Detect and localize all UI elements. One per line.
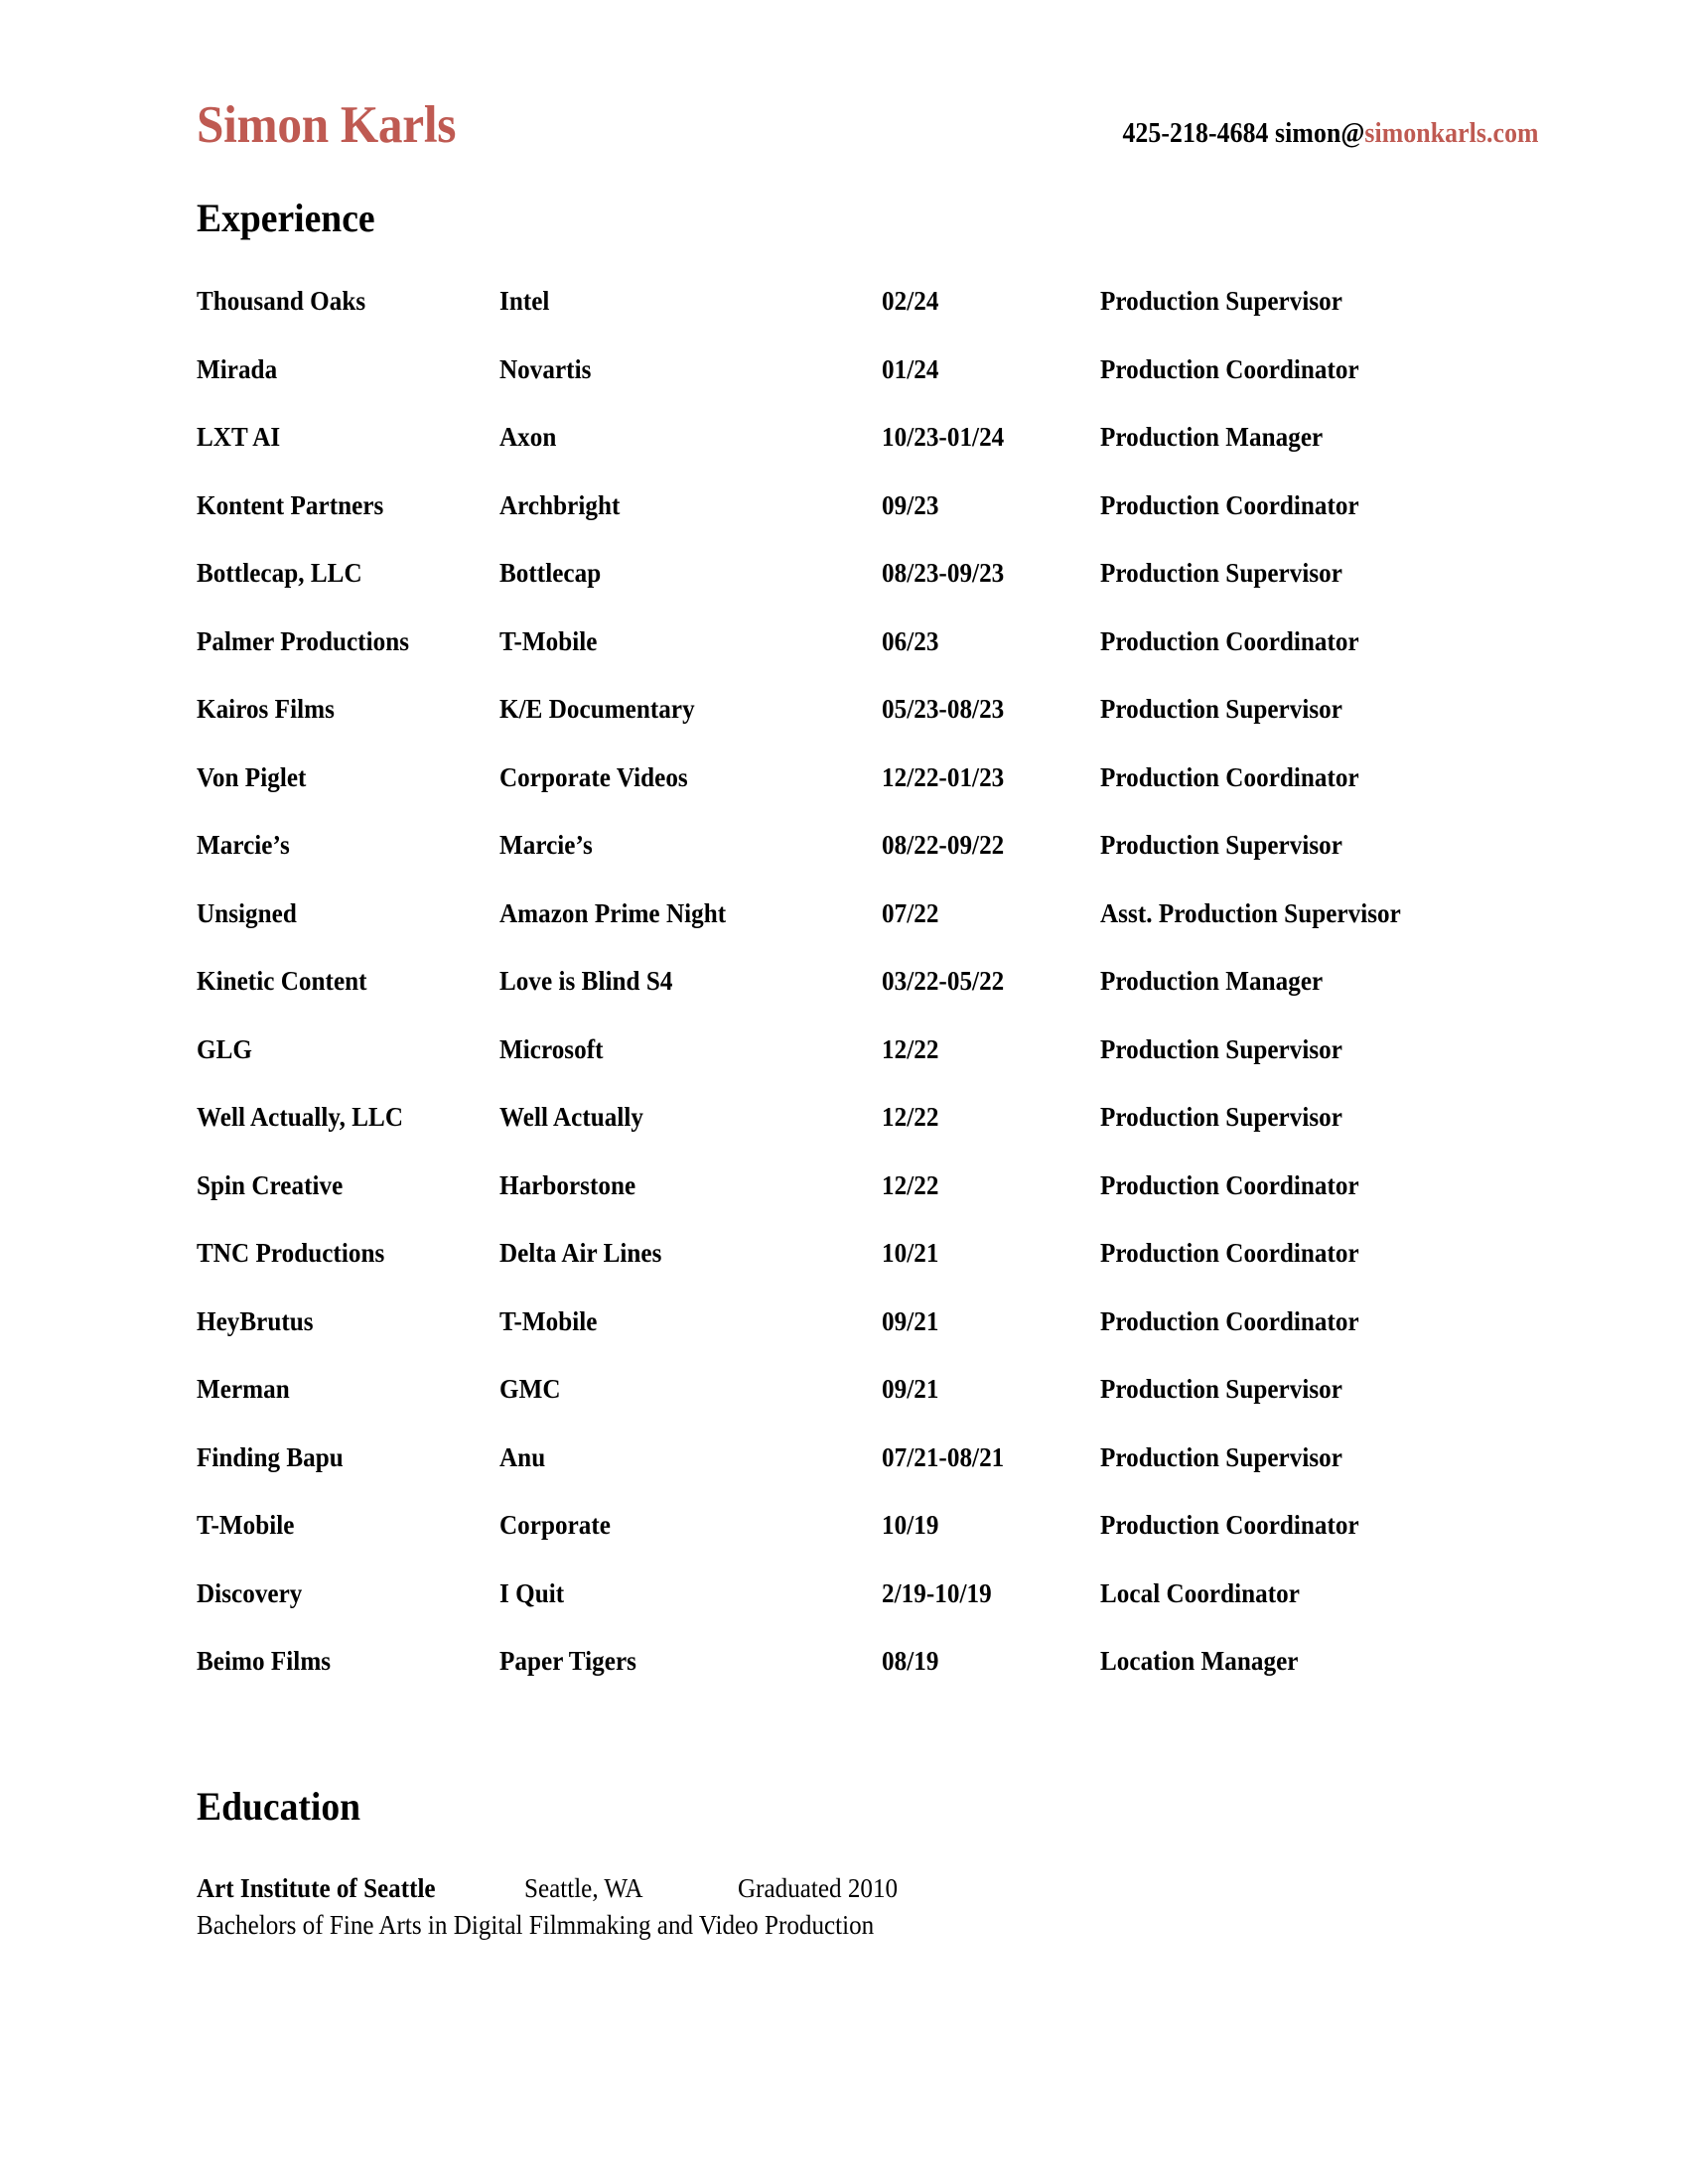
table-row <box>197 424 1517 492</box>
experience-client <box>499 1305 882 1377</box>
experience-company-text: LXT AI <box>197 422 281 452</box>
resume-header <box>197 96 1539 169</box>
experience-heading: Experience <box>197 196 375 240</box>
table-row <box>197 900 1517 969</box>
experience-company-text: Bottlecap, LLC <box>197 558 362 588</box>
experience-role <box>1100 560 1517 628</box>
experience-role <box>1100 1376 1517 1444</box>
experience-dates-text: 08/22-09/22 <box>882 830 1005 860</box>
experience-company-text: GLG <box>197 1033 252 1064</box>
experience-role-text: Production Coordinator <box>1100 1169 1359 1200</box>
experience-role-text: Production Coordinator <box>1100 489 1359 520</box>
experience-client-text: Bottlecap <box>499 558 602 588</box>
experience-client <box>499 1648 882 1716</box>
experience-company <box>197 1104 499 1172</box>
experience-role <box>1100 761 1517 833</box>
experience-client-text: Microsoft <box>499 1033 604 1064</box>
table-row <box>197 1580 1517 1649</box>
experience-client <box>499 1512 882 1580</box>
experience-dates <box>882 897 1100 969</box>
experience-role <box>1100 288 1517 356</box>
experience-role <box>1100 489 1517 561</box>
experience-company-text: Marcie’s <box>197 830 290 860</box>
table-row <box>197 1104 1517 1172</box>
experience-dates-text: 08/19 <box>882 1646 939 1676</box>
table-row <box>197 356 1517 425</box>
experience-client-text: Amazon Prime Night <box>499 897 727 928</box>
experience-role <box>1100 897 1517 969</box>
experience-client-text: Novartis <box>499 353 592 384</box>
experience-client <box>499 1033 882 1105</box>
experience-role <box>1100 625 1517 697</box>
experience-client-text: Axon <box>499 422 557 452</box>
experience-dates <box>882 1169 1100 1241</box>
experience-dates-text: 09/21 <box>882 1305 939 1336</box>
experience-dates-text: 10/21 <box>882 1238 939 1268</box>
experience-company-text: Well Actually, LLC <box>197 1102 404 1132</box>
experience-company <box>197 625 499 697</box>
experience-role <box>1100 1240 1517 1308</box>
experience-company <box>197 1577 499 1649</box>
experience-client-text: Love is Blind S4 <box>499 966 673 996</box>
experience-role <box>1100 1305 1517 1377</box>
experience-company <box>197 832 499 900</box>
experience-company-text: Palmer Productions <box>197 625 410 656</box>
experience-role <box>1100 1033 1517 1105</box>
experience-role <box>1100 1104 1517 1172</box>
experience-client <box>499 1240 882 1308</box>
experience-company <box>197 1441 499 1513</box>
experience-dates-text: 06/23 <box>882 625 939 656</box>
education-heading: Education <box>197 1784 361 1829</box>
experience-company <box>197 1033 499 1105</box>
experience-dates <box>882 968 1100 1036</box>
table-row <box>197 1512 1517 1580</box>
experience-dates-text: 10/19 <box>882 1510 939 1540</box>
table-row <box>197 560 1517 628</box>
email-user: simon@ <box>1275 118 1365 149</box>
experience-role <box>1100 1648 1517 1716</box>
table-row <box>197 696 1517 764</box>
experience-dates <box>882 1441 1100 1513</box>
education-degree-row <box>197 1908 1388 1943</box>
experience-dates <box>882 1033 1100 1105</box>
experience-role-text: Production Supervisor <box>1100 1374 1342 1404</box>
experience-company <box>197 1305 499 1377</box>
experience-client <box>499 897 882 969</box>
table-row <box>197 1376 1517 1444</box>
experience-dates <box>882 1577 1100 1649</box>
experience-role <box>1100 1512 1517 1580</box>
experience-dates <box>882 1305 1100 1377</box>
education-location: Seattle, WA <box>524 1873 643 1903</box>
experience-dates <box>882 288 1100 356</box>
experience-company-text: Unsigned <box>197 897 297 928</box>
experience-dates <box>882 1104 1100 1172</box>
table-row <box>197 1036 1517 1105</box>
experience-company-text: T-Mobile <box>197 1510 295 1540</box>
table-row <box>197 1444 1517 1513</box>
experience-client-text: Anu <box>499 1441 546 1472</box>
experience-company-text: Discovery <box>197 1577 303 1608</box>
experience-role-text: Production Coordinator <box>1100 1305 1359 1336</box>
table-row <box>197 1172 1517 1241</box>
experience-client-text: Corporate Videos <box>499 761 688 792</box>
experience-client-text: Well Actually <box>499 1102 643 1132</box>
experience-client <box>499 625 882 697</box>
education-block <box>197 1871 1388 1942</box>
experience-company-text: Merman <box>197 1374 290 1404</box>
table-row <box>197 764 1517 833</box>
experience-dates <box>882 1240 1100 1308</box>
experience-table <box>197 288 1517 1716</box>
experience-client-text: T-Mobile <box>499 1305 598 1336</box>
experience-company <box>197 897 499 969</box>
experience-client-text: T-Mobile <box>499 625 598 656</box>
experience-dates-text: 05/23-08/23 <box>882 694 1005 724</box>
experience-client-text: Archbright <box>499 489 621 520</box>
phone-number: 425-218-4684 <box>1122 118 1269 149</box>
table-row <box>197 1648 1517 1716</box>
experience-role-text: Production Coordinator <box>1100 625 1359 656</box>
experience-company <box>197 560 499 628</box>
experience-dates <box>882 489 1100 561</box>
experience-dates <box>882 832 1100 900</box>
experience-role <box>1100 1577 1517 1649</box>
experience-company <box>197 288 499 356</box>
experience-role-text: Production Supervisor <box>1100 558 1342 588</box>
education-primary-row <box>197 1871 1388 1906</box>
experience-client-text: I Quit <box>499 1577 565 1608</box>
experience-role <box>1100 832 1517 900</box>
table-row <box>197 968 1517 1036</box>
experience-dates <box>882 696 1100 764</box>
experience-dates <box>882 353 1100 425</box>
candidate-name: Simon Karls <box>197 96 457 154</box>
experience-client <box>499 832 882 900</box>
experience-role-text: Production Supervisor <box>1100 830 1342 860</box>
experience-client <box>499 560 882 628</box>
experience-client-text: GMC <box>499 1374 561 1404</box>
experience-role-text: Production Supervisor <box>1100 1033 1342 1064</box>
experience-dates-text: 02/24 <box>882 286 939 316</box>
table-row <box>197 1308 1517 1377</box>
experience-role <box>1100 968 1517 1036</box>
experience-company <box>197 696 499 764</box>
experience-role-text: Production Coordinator <box>1100 353 1359 384</box>
experience-client-text: Paper Tigers <box>499 1646 636 1676</box>
education-graduation-year: Graduated 2010 <box>738 1873 899 1903</box>
experience-role-text: Production Coordinator <box>1100 1238 1359 1268</box>
table-row <box>197 288 1517 356</box>
experience-client <box>499 761 882 833</box>
experience-dates-text: 01/24 <box>882 353 939 384</box>
experience-role-text: Production Supervisor <box>1100 1441 1342 1472</box>
email-domain: simonkarls.com <box>1364 118 1539 149</box>
experience-role-text: Production Manager <box>1100 966 1324 996</box>
experience-role-text: Production Coordinator <box>1100 1510 1359 1540</box>
experience-role <box>1100 696 1517 764</box>
experience-company-text: Mirada <box>197 353 278 384</box>
experience-client <box>499 424 882 492</box>
experience-dates <box>882 1376 1100 1444</box>
experience-dates <box>882 625 1100 697</box>
experience-role-text: Location Manager <box>1100 1646 1299 1676</box>
experience-client-text: Delta Air Lines <box>499 1238 662 1268</box>
experience-dates-text: 2/19-10/19 <box>882 1577 992 1608</box>
experience-dates <box>882 560 1100 628</box>
experience-client-text: Corporate <box>499 1510 611 1540</box>
experience-company <box>197 1240 499 1308</box>
experience-client <box>499 353 882 425</box>
experience-company-text: Kairos Films <box>197 694 335 724</box>
experience-role-text: Asst. Production Supervisor <box>1100 897 1401 928</box>
table-row <box>197 628 1517 697</box>
experience-dates-text: 07/21-08/21 <box>882 1441 1005 1472</box>
experience-company <box>197 1512 499 1580</box>
experience-client <box>499 968 882 1036</box>
table-row <box>197 832 1517 900</box>
experience-role-text: Production Supervisor <box>1100 1102 1342 1132</box>
experience-role-text: Production Supervisor <box>1100 286 1342 316</box>
experience-role-text: Production Coordinator <box>1100 761 1359 792</box>
experience-company <box>197 353 499 425</box>
experience-company-text: Finding Bapu <box>197 1441 344 1472</box>
experience-dates-text: 09/21 <box>882 1374 939 1404</box>
experience-dates-text: 12/22 <box>882 1102 939 1132</box>
experience-dates-text: 03/22-05/22 <box>882 966 1005 996</box>
contact-line <box>1123 120 1539 148</box>
experience-company <box>197 424 499 492</box>
experience-dates-text: 09/23 <box>882 489 939 520</box>
experience-role <box>1100 353 1517 425</box>
experience-dates-text: 07/22 <box>882 897 939 928</box>
experience-client <box>499 489 882 561</box>
experience-client <box>499 1577 882 1649</box>
experience-role-text: Production Manager <box>1100 422 1324 452</box>
experience-company-text: Kinetic Content <box>197 966 367 996</box>
experience-dates-text: 12/22 <box>882 1169 939 1200</box>
experience-dates-text: 10/23-01/24 <box>882 422 1005 452</box>
experience-client <box>499 1376 882 1444</box>
experience-role-text: Production Supervisor <box>1100 694 1342 724</box>
experience-client <box>499 1441 882 1513</box>
experience-client-text: Intel <box>499 286 550 316</box>
experience-company <box>197 1169 499 1241</box>
experience-company <box>197 1648 499 1716</box>
experience-role <box>1100 1441 1517 1513</box>
experience-dates <box>882 1648 1100 1716</box>
experience-role <box>1100 424 1517 492</box>
experience-company <box>197 968 499 1036</box>
experience-client-text: Marcie’s <box>499 830 593 860</box>
experience-company-text: Spin Creative <box>197 1169 344 1200</box>
experience-company-text: Von Piglet <box>197 761 307 792</box>
experience-client-text: K/E Documentary <box>499 694 695 724</box>
experience-dates-text: 12/22 <box>882 1033 939 1064</box>
experience-company-text: Thousand Oaks <box>197 286 366 316</box>
experience-company-text: TNC Productions <box>197 1238 385 1268</box>
experience-client <box>499 1104 882 1172</box>
experience-dates <box>882 761 1100 833</box>
experience-role-text: Local Coordinator <box>1100 1577 1300 1608</box>
experience-company-text: Kontent Partners <box>197 489 384 520</box>
experience-client <box>499 1169 882 1241</box>
experience-company-text: HeyBrutus <box>197 1305 314 1336</box>
experience-role <box>1100 1169 1517 1241</box>
experience-dates <box>882 424 1100 492</box>
table-row <box>197 1240 1517 1308</box>
experience-client <box>499 696 882 764</box>
experience-client <box>499 288 882 356</box>
experience-company-text: Beimo Films <box>197 1646 332 1676</box>
experience-company <box>197 1376 499 1444</box>
experience-dates-text: 08/23-09/23 <box>882 558 1005 588</box>
experience-dates <box>882 1512 1100 1580</box>
experience-client-text: Harborstone <box>499 1169 636 1200</box>
experience-dates-text: 12/22-01/23 <box>882 761 1005 792</box>
education-degree: Bachelors of Fine Arts in Digital Filmmaking and Video Production <box>197 1909 875 1940</box>
education-school: Art Institute of Seattle <box>197 1873 436 1903</box>
experience-table-body <box>197 288 1517 1716</box>
table-row <box>197 492 1517 561</box>
experience-company <box>197 761 499 833</box>
experience-company <box>197 489 499 561</box>
